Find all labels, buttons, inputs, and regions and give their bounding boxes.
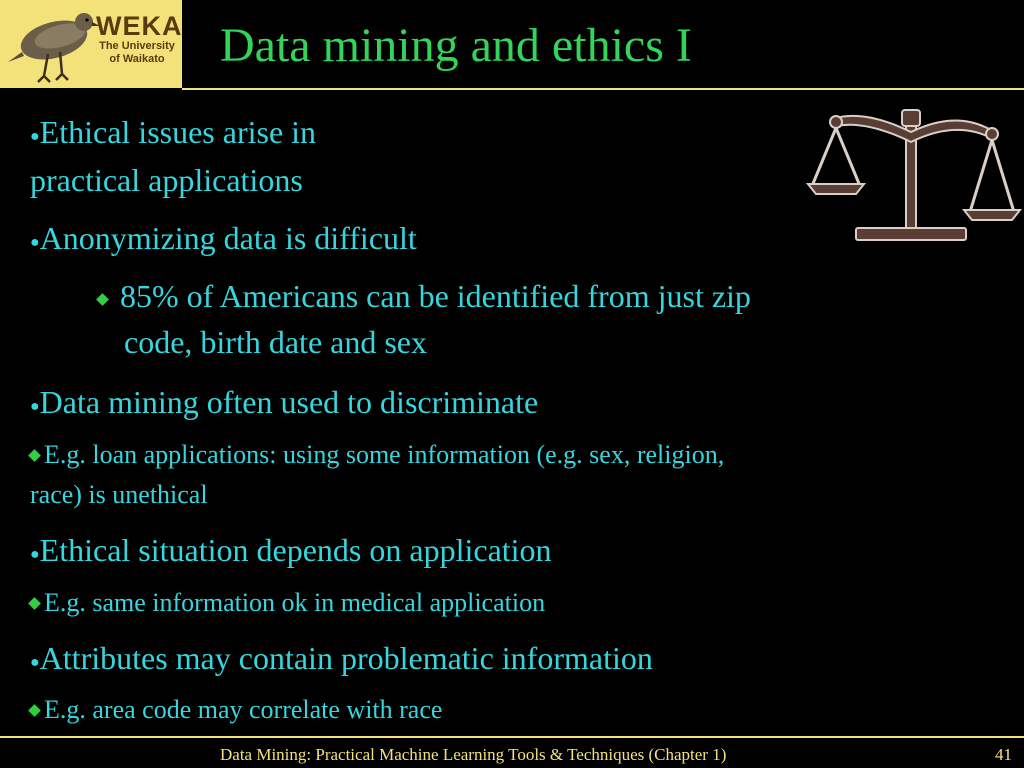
page-number: 41 (995, 745, 1012, 764)
dot-bullet-icon: ● (30, 398, 40, 415)
bullet-anonymizing: ●Anonymizing data is difficult (30, 218, 417, 263)
diamond-bullet-icon (28, 449, 41, 462)
bullet-ethical-situation: ●Ethical situation depends on application (30, 530, 552, 575)
subbullet-loan: E.g. loan applications: using some information (e.g. sex, religion, (30, 436, 724, 474)
dot-bullet-icon: ● (30, 128, 40, 145)
slide-title: Data mining and ethics I (220, 19, 692, 72)
bullet-ethical-issues-cont: practical applications (30, 162, 303, 198)
subbullet-medical: E.g. same information ok in medical application (30, 584, 545, 622)
dot-bullet-icon: ● (30, 654, 40, 671)
subbullet-americans: 85% of Americans can be identified from just zip (98, 276, 751, 316)
diamond-bullet-icon (28, 704, 41, 717)
diamond-bullet-icon (28, 597, 41, 610)
dot-bullet-icon: ● (30, 234, 40, 251)
subbullet-americans-cont: code, birth date and sex (124, 324, 427, 360)
subbullet-loan-cont: race) is unethical (30, 480, 208, 509)
dot-bullet-icon: ● (30, 546, 40, 563)
bullet-ethical-issues: ●Ethical issues arise in (30, 112, 316, 157)
slide-footer (0, 742, 1024, 768)
bullet-attributes: ●Attributes may contain problematic information (30, 638, 653, 683)
footer-divider (0, 736, 1024, 738)
subbullet-area-code: E.g. area code may correlate with race (30, 691, 442, 729)
logo-title: WEKA (96, 11, 183, 41)
logo-subtitle-line1: The University (99, 40, 175, 52)
footer-text: Data Mining: Practical Machine Learning Tools & Techniques (Chapter 1) (220, 745, 727, 764)
logo-subtitle-line2: of Waikato (109, 53, 165, 65)
diamond-bullet-icon (96, 293, 109, 306)
bullet-discriminate: ●Data mining often used to discriminate (30, 382, 538, 427)
